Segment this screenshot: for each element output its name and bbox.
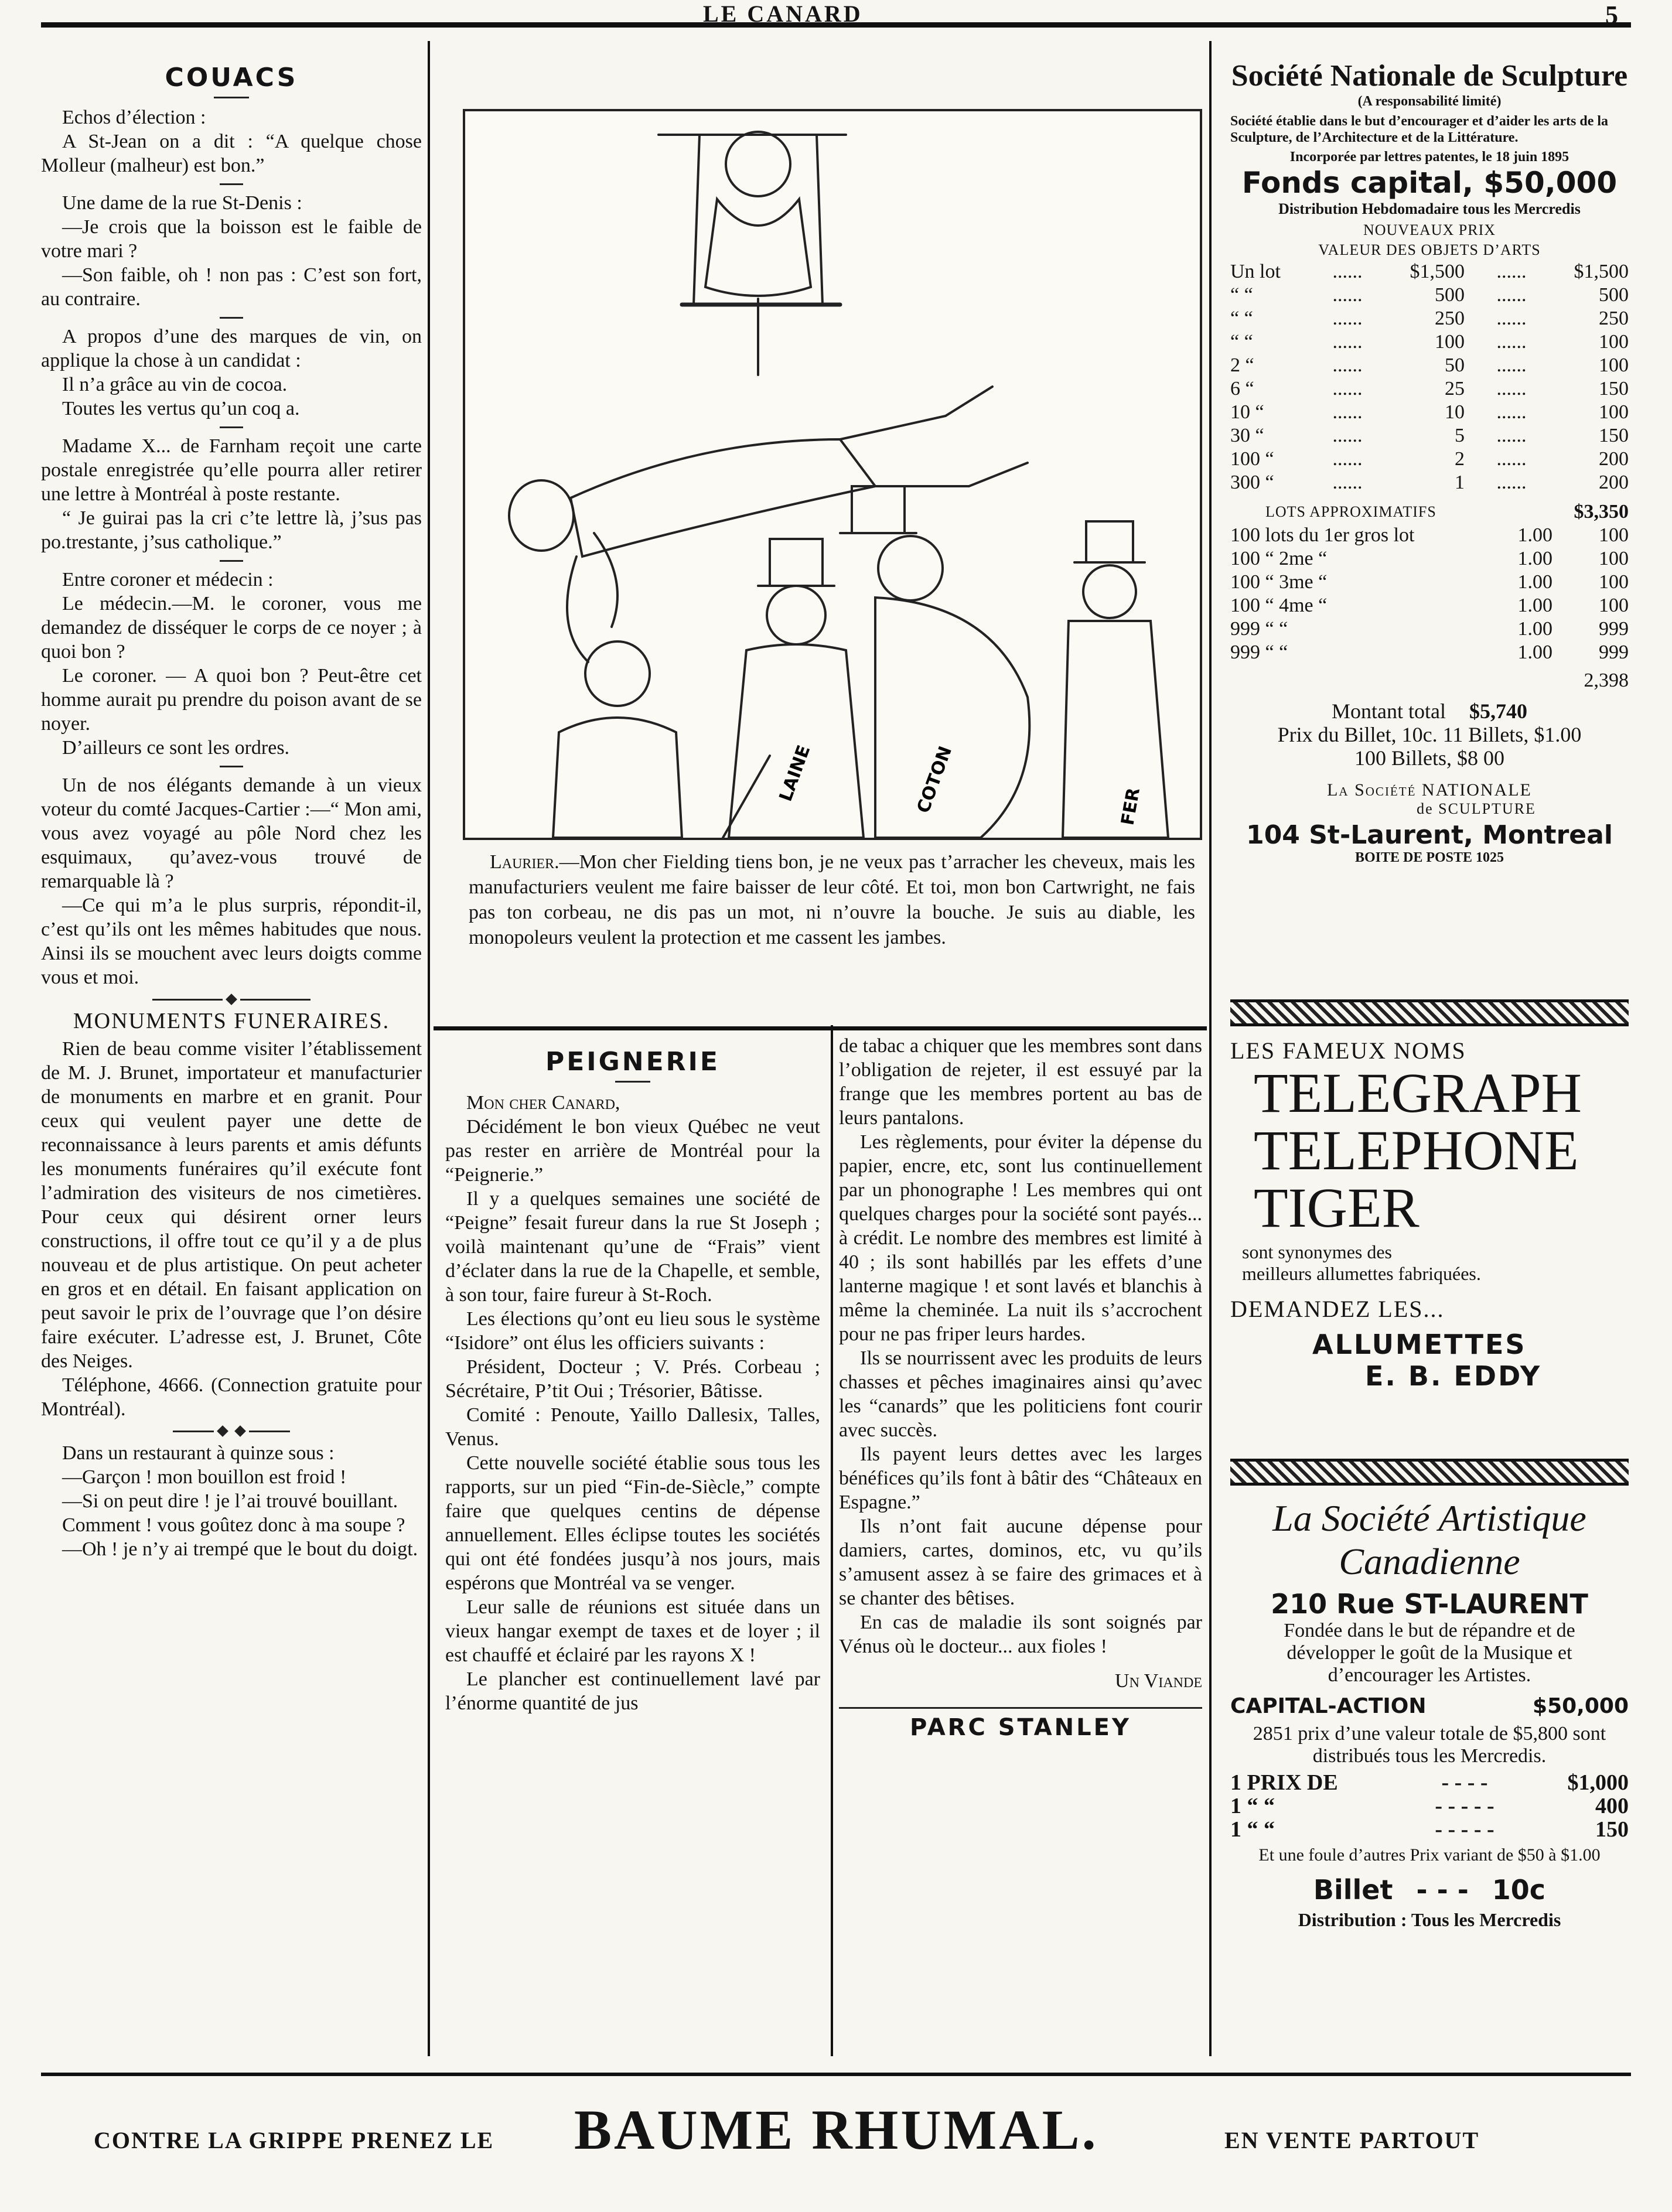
top-hat-1: [770, 539, 823, 586]
lot-cell: 100: [1435, 331, 1465, 353]
ornamental-border-1: [1230, 999, 1629, 1026]
peignerie-paragraph: Le plancher est continuellement lavé par l’énorme quantité de jus: [445, 1668, 820, 1714]
item-separator: [220, 426, 243, 428]
artistique-prizes-text: 2851 prix d’une valeur totale de $5,800 sont distribués tous les Mercredis.: [1253, 1723, 1606, 1767]
artistique-others: Et une foule d’autres Prix variant de $50 à $1.00: [1258, 1845, 1601, 1865]
item-separator: [220, 766, 243, 767]
lot-cell: ......: [1332, 261, 1363, 282]
lot-cell: 150: [1599, 425, 1629, 446]
eddy-name-3: TIGER: [1254, 1176, 1420, 1239]
total-label: Montant total: [1332, 699, 1446, 723]
peignerie-paragraph: Ils se nourrissent avec les produits de leurs chasses et pêches imaginaires ainsi qu’avec les “canards” que les politiciens font courir avec succès.: [839, 1347, 1202, 1441]
ornament-divider: [41, 995, 422, 1003]
top-figure-head: [726, 132, 790, 196]
lot-cell: ......: [1332, 308, 1363, 329]
title-dash: [214, 97, 249, 98]
sculpture-title: Société Nationale de Sculpture: [1231, 59, 1628, 93]
sculpture-ad: [1230, 59, 1629, 866]
peignerie-paragraph: Comité : Penoute, Yaillo Dallesix, Talles, Venus.: [445, 1404, 820, 1450]
eddy-synonym-2: meilleurs allumettes fabriquées.: [1242, 1263, 1481, 1284]
lot-cell: $1,500: [1410, 261, 1465, 282]
figure-3-body: [875, 598, 1029, 838]
column-rule-3: [1209, 41, 1212, 2056]
figure-4-head: [1083, 565, 1136, 618]
lot-cell: ......: [1332, 448, 1363, 470]
couacs-paragraph: Un de nos élégants demande à un vieux voteur du comté Jacques-Cartier :—“ Mon ami, vous avez voyagé au pôle Nord chez les esquimaux, qu’avez-vous trouvé de remarquable là ?: [41, 774, 422, 892]
lots-table: [1230, 260, 1629, 494]
lot-cell: ......: [1496, 308, 1527, 329]
approx-cell: 999: [1599, 641, 1629, 663]
capital-value: $50,000: [1533, 1694, 1629, 1718]
baume-rhumal-ad: [41, 2097, 1631, 2162]
lot-cell: ......: [1332, 354, 1363, 376]
lot-cell: 200: [1599, 448, 1629, 470]
couacs-paragraph: Le médecin.—M. le coroner, vous me demandez de disséquer le corps de ce noyer ; à quoi bon ?: [41, 593, 422, 663]
cane: [723, 756, 770, 838]
figure-3-head: [878, 536, 943, 600]
peignerie-paragraph: Les règlements, pour éviter la dépense du papier, encre, etc, sont lus continuellement par un phonographe ! Les membres qui ont quelques charges pour la société sont payés... à crédit. Le nombre des membres est limité à 40 ; ils sont habillés par les effets d’une lanterne magique ! et sont lavés et blanchis à même la cheminée. La nuit ils s’accrochent pour ne pas friper leurs hardes.: [839, 1131, 1202, 1345]
lot-cell: ......: [1496, 425, 1527, 446]
prize-row: [1230, 1818, 1629, 1841]
lot-cell: $1,500: [1574, 261, 1629, 282]
artistique-address: 210 Rue ST-LAURENT: [1271, 1588, 1588, 1620]
couacs-paragraph: Echos d’élection :: [62, 107, 206, 128]
approx-cell: 100 “ 4me “: [1230, 595, 1328, 616]
eddy-ad: [1230, 1037, 1629, 1392]
lot-cell: 1: [1455, 472, 1465, 493]
approx-row: [1230, 547, 1629, 571]
billet-row: [1230, 1874, 1629, 1906]
figure-2-head: [767, 586, 825, 644]
lot-cell: 100: [1599, 331, 1629, 353]
approx-header: [1230, 500, 1629, 524]
lot-cell: “ “: [1230, 331, 1253, 353]
peignerie-column-2: [839, 1034, 1202, 1746]
lot-cell: 250: [1599, 308, 1629, 329]
lot-cell: 10: [1445, 401, 1465, 423]
label-coton: COTON: [913, 743, 957, 816]
approx-cell: 999: [1599, 618, 1629, 640]
artistique-prizes: [1230, 1771, 1629, 1841]
couacs-paragraph: A St-Jean on a dit : “A quelque chose Molleur (malheur) est bon.”: [41, 131, 422, 176]
ticket-price-2: 100 Billets, $8 00: [1354, 746, 1504, 770]
cartoon-caption: [469, 849, 1195, 950]
approx-row: [1230, 641, 1629, 664]
approx-cell: 100 lots du 1er gros lot: [1230, 524, 1415, 546]
couacs-paragraph: Toutes les vertus qu’un coq a.: [62, 398, 300, 419]
section-rule: [434, 1026, 1207, 1030]
rule-parc: [839, 1707, 1202, 1709]
prize-cell: - - - - -: [1435, 1794, 1494, 1818]
sculpture-box: BOITE DE POSTE 1025: [1354, 850, 1504, 865]
eddy-name-2: TELEPHONE: [1254, 1119, 1579, 1182]
billet-dash: - - -: [1416, 1874, 1469, 1906]
top-figure-body: [705, 199, 811, 296]
lot-row: [1230, 354, 1629, 377]
monuments-phone: Téléphone, 4666. (Connection gratuite pour Montréal).: [41, 1374, 422, 1420]
monuments-title: MONUMENTS FUNERAIRES.: [73, 1009, 390, 1033]
lot-cell: ......: [1332, 401, 1363, 423]
couacs-paragraph: Entre coroner et médecin :: [62, 569, 274, 590]
item-separator: [220, 560, 243, 562]
eddy-brand: ALLUMETTES: [1312, 1329, 1527, 1360]
bottom-product: BAUME RHUMAL.: [574, 2098, 1098, 2161]
couacs-body: [41, 105, 422, 989]
bottom-left-text: CONTRE LA GRIPPE PRENEZ LE: [94, 2127, 494, 2153]
peignerie-paragraph: Décidément le bon vieux Québec ne veut pas rester en arrière de Montréal pour la “Peignerie.”: [445, 1116, 820, 1186]
title-dash: [615, 1081, 650, 1083]
lot-cell: 25: [1445, 378, 1465, 400]
sculpture-new-prices: NOUVEAUX PRIX: [1363, 221, 1496, 238]
lot-cell: 200: [1599, 472, 1629, 493]
lot-cell: 100: [1599, 354, 1629, 376]
prize-cell: - - - -: [1441, 1770, 1488, 1795]
approx-cell: 1.00: [1517, 641, 1552, 663]
lot-cell: 500: [1599, 284, 1629, 306]
capital-row: [1230, 1695, 1629, 1718]
approx-cell: 1.00: [1517, 571, 1552, 593]
peignerie-paragraph: Ils payent leurs dettes avec les larges bénéfices qu’ils font à bâtir des “Châteaux en Espagne.”: [839, 1443, 1202, 1513]
peignerie-signature: Un Viande: [1115, 1670, 1202, 1692]
approx-sum-row: [1230, 669, 1629, 692]
couacs-paragraph: —Ce qui m’a le plus surpris, répondit-il, c’est qu’ils ont les mêmes habitudes que nous. Ainsi ils se mouchent avec leurs doigts comme vous et moi.: [41, 895, 422, 988]
lot-cell: ......: [1496, 261, 1527, 282]
eddy-name-1: TELEGRAPH: [1254, 1061, 1582, 1124]
peignerie-paragraph: En cas de maladie ils sont soignés par Vénus où le docteur... aux fioles !: [839, 1612, 1202, 1657]
lot-row: [1230, 471, 1629, 494]
sculpture-incorporated: Incorporée par lettres patentes, le 18 juin 1895: [1289, 149, 1569, 165]
approx-row: [1230, 524, 1629, 547]
trapeze-rope-right: [817, 135, 823, 305]
label-laine: LAINE: [775, 742, 815, 804]
approx-cell: 100: [1599, 524, 1629, 546]
lot-cell: “ “: [1230, 284, 1253, 306]
lot-row: [1230, 284, 1629, 307]
lot-cell: ......: [1332, 472, 1363, 493]
peignerie-paragraph: Cette nouvelle société établie sous tous les rapports, sur un pied “Fin-de-Siècle,” compte faire que quelques centins de dépense annuellement. Elles éclipse toutes les sociétés qui ont été fondées jusqu’à nos jours, mais espérons que Montréal va se venger.: [445, 1452, 820, 1594]
page-number: 5: [1605, 1, 1618, 29]
bottom-right-text: EN VENTE PARTOUT: [1224, 2127, 1480, 2153]
restaurant-body: [41, 1441, 422, 1561]
peignerie-title: PEIGNERIE: [545, 1047, 720, 1077]
prize-cell: - - - - -: [1435, 1817, 1494, 1842]
restaurant-line: Comment ! vous goûtez donc à ma soupe ?: [62, 1514, 405, 1536]
peignerie-paragraph: de tabac a chiquer que les membres sont dans l’obligation de rejeter, il est essuyé par la frange que les membres portent au bas de leurs pantalons.: [839, 1035, 1202, 1129]
lot-cell: ......: [1496, 448, 1527, 470]
item-separator: [220, 183, 243, 185]
lot-row: [1230, 424, 1629, 448]
lot-cell: 30 “: [1230, 425, 1264, 446]
item-separator: [220, 317, 243, 319]
top-hat-2: [852, 486, 905, 533]
artistique-founded: Fondée dans le but de répandre et de développer le goût de la Musique et d’encourager les Artistes.: [1284, 1620, 1575, 1686]
lot-row: [1230, 448, 1629, 471]
cartoon-illustration: [463, 109, 1202, 840]
lot-cell: 2: [1455, 448, 1465, 470]
sculpture-distribution: Distribution Hebdomadaire tous les Mercredis: [1278, 200, 1581, 217]
approx-cell: 1.00: [1517, 548, 1552, 569]
artistique-title-2: Canadienne: [1339, 1541, 1520, 1582]
masthead-title: LE CANARD: [703, 1, 863, 27]
restaurant-line: —Oh ! je n’y ai trempé que le bout du doigt.: [62, 1538, 418, 1560]
lot-cell: 2 “: [1230, 354, 1254, 376]
lot-row: [1230, 260, 1629, 284]
eddy-ask: DEMANDEZ LES...: [1230, 1296, 1445, 1322]
eddy-synonym: sont synonymes des: [1242, 1241, 1392, 1262]
caption-speaker: Laurier.: [490, 851, 559, 873]
approx-cell: 100: [1599, 595, 1629, 616]
lot-cell: 250: [1435, 308, 1465, 329]
label-fer: FER: [1117, 786, 1145, 827]
lot-row: [1230, 377, 1629, 401]
couacs-paragraph: —Je crois que la boisson est le faible de votre mari ?: [41, 216, 422, 262]
figure-4-body: [1063, 621, 1168, 838]
lot-cell: 100: [1599, 401, 1629, 423]
restaurant-line: —Si on peut dire ! je l’ai trouvé bouillant.: [62, 1490, 398, 1512]
lot-row: [1230, 401, 1629, 424]
approx-cell: 100: [1599, 571, 1629, 593]
prize-cell: $1,000: [1567, 1770, 1629, 1795]
prize-cell: 1 “ “: [1230, 1817, 1275, 1842]
monuments-body: Rien de beau comme visiter l’établissement de M. J. Brunet, importateur et manufacturier de monuments en marbre et en granit. Pour ceux qui veulent payer une dette de reconnaissance à leurs parents et amis défunts les monuments funéraires qu’il exécute font l’admiration des visiteurs de nos cimetières. Pour ceux qui désirent orner leurs constructions, il offre tout ce qu’il y a de plus nouveau et de plus artistique. On peut acheter en gros et en détail. En faisant application on peut savoir le prix de l’ouvrage que l’on désire faire exécuter. L’adresse est, J. Brunet, Côte des Neiges.: [41, 1038, 422, 1372]
hanging-figure-legs: [840, 387, 1028, 486]
couacs-paragraph: A propos d’une des marques de vin, on applique la chose à un candidat :: [41, 326, 422, 371]
peignerie-paragraph: Leur salle de réunions est située dans un vieux hangar exempt de taxes et de loyer ; il est chauffé et éclairé par les rayons X !: [445, 1596, 820, 1666]
approx-total: $3,350: [1574, 501, 1629, 523]
lot-cell: ......: [1332, 331, 1363, 353]
column-rule-2: [831, 1025, 833, 2056]
approx-cell: 999 “ “: [1230, 641, 1288, 663]
total-row: [1230, 699, 1629, 723]
peignerie-salutation: Mon cher Canard,: [466, 1092, 620, 1114]
lot-cell: 150: [1599, 378, 1629, 400]
lot-cell: 500: [1435, 284, 1465, 306]
billet-value: 10c: [1492, 1874, 1546, 1906]
lot-cell: 5: [1455, 425, 1465, 446]
approx-row: [1230, 571, 1629, 594]
peignerie-paragraph: Les élections qu’ont eu lieu sous le système “Isidore” ont élus les officiers suivants :: [445, 1308, 820, 1354]
lot-cell: 300 “: [1230, 472, 1274, 493]
strongman-head: [585, 641, 650, 706]
couacs-paragraph: Le coroner. — A quoi bon ? Peut-être cet homme aurait pu prendre du poison avant de se noyer.: [41, 665, 422, 735]
peignerie-body-2: [839, 1034, 1202, 1658]
prize-cell: 1 PRIX DE: [1230, 1770, 1338, 1795]
approx-table: [1230, 524, 1629, 664]
approx-row: [1230, 594, 1629, 617]
top-hat-3: [1086, 521, 1133, 562]
prize-cell: 150: [1595, 1817, 1629, 1842]
figure-2-body: [729, 644, 864, 838]
column-rule-1: [428, 41, 430, 2056]
artistique-ad: [1230, 1497, 1629, 1931]
society-name-2: de SCULPTURE: [1417, 800, 1536, 817]
approx-row: [1230, 617, 1629, 641]
approx-cell: 100 “ 3me “: [1230, 571, 1328, 593]
eddy-maker: E. B. EDDY: [1365, 1360, 1542, 1392]
couacs-paragraph: —Son faible, oh ! non pas : C’est son fort, au contraire.: [41, 264, 422, 310]
lot-row: [1230, 330, 1629, 354]
couacs-paragraph: Une dame de la rue St-Denis :: [62, 192, 302, 214]
approx-cell: 1.00: [1517, 524, 1552, 546]
sculpture-purpose: Société établie dans le but d’encourager et d’aider les arts de la Sculpture, de l’Architecture et de la Littérature.: [1230, 114, 1609, 145]
artistique-distribution: Distribution : Tous les Mercredis: [1298, 1909, 1561, 1930]
ornamental-border-2: [1230, 1459, 1629, 1486]
cartoon-drawing: [465, 111, 1200, 838]
lot-cell: Un lot: [1230, 261, 1281, 282]
billet-label: Billet: [1313, 1874, 1393, 1906]
approx-cell: 100: [1599, 548, 1629, 569]
sculpture-address: 104 St-Laurent, Montreal: [1246, 820, 1613, 850]
peignerie-body-1: [445, 1115, 820, 1715]
lot-cell: ......: [1496, 401, 1527, 423]
prize-row: [1230, 1794, 1629, 1818]
couacs-paragraph: “ Je guirai pas la cri c’te lettre là, j’sus pas po.trestante, j’sus catholique.”: [41, 507, 422, 553]
hanging-figure-head: [509, 480, 574, 551]
prize-cell: 400: [1595, 1794, 1629, 1818]
lot-cell: ......: [1496, 472, 1527, 493]
ticket-price: Prix du Billet, 10c. 11 Billets, $1.00: [1277, 723, 1582, 746]
sculpture-capital: Fonds capital, $50,000: [1241, 166, 1618, 200]
approx-cell: 1.00: [1517, 618, 1552, 640]
bottom-rule: [41, 2073, 1631, 2076]
trapeze-rope-left: [694, 135, 699, 305]
lot-cell: ......: [1496, 331, 1527, 353]
prize-row: [1230, 1771, 1629, 1794]
approx-cell: 999 “ “: [1230, 618, 1288, 640]
approx-cell: 1.00: [1517, 595, 1552, 616]
strongman-body: [553, 718, 682, 838]
artistique-title: La Société Artistique: [1272, 1497, 1586, 1539]
lot-row: [1230, 307, 1629, 330]
couacs-paragraph: Il n’a grâce au vin de cocoa.: [62, 374, 288, 395]
lot-cell: 10 “: [1230, 401, 1264, 423]
couacs-paragraph: D’ailleurs ce sont les ordres.: [62, 737, 290, 759]
lot-cell: 100 “: [1230, 448, 1274, 470]
lot-cell: 6 “: [1230, 378, 1254, 400]
sculpture-subtitle: (A responsabilité limité): [1357, 94, 1502, 109]
hanging-figure-body: [571, 439, 875, 557]
approx-sum: 2,398: [1584, 670, 1629, 691]
lot-cell: “ “: [1230, 308, 1253, 329]
couacs-column: [41, 59, 422, 1561]
eddy-intro: LES FAMEUX NOMS: [1230, 1037, 1466, 1064]
peignerie-paragraph: Ils n’ont fait aucune dépense pour damiers, cartes, dominos, etc, vu qu’ils s’amusent assez à se faire des grimaces et à se chanter des bêtises.: [839, 1515, 1202, 1609]
peignerie-column-1: [445, 1043, 820, 1715]
ornament-divider-2: [41, 1427, 422, 1435]
lot-cell: ......: [1332, 425, 1363, 446]
lot-cell: ......: [1332, 284, 1363, 306]
peignerie-paragraph: Il y a quelques semaines une société de “Peigne” fesait fureur dans la rue St Joseph ; voilà maintenant qu’une de “Frais” vient d’éclater dans la rue de la Chapelle, et semble, à son tour, faire fureur à St-Roch.: [445, 1188, 820, 1306]
parc-stanley-heading: PARC STANLEY: [910, 1714, 1131, 1741]
peignerie-paragraph: Président, Docteur ; V. Prés. Corbeau ; Sécrétaire, P’tit Oui ; Trésorier, Bâtisse.: [445, 1356, 820, 1402]
lot-cell: ......: [1496, 354, 1527, 376]
total-value: $5,740: [1469, 699, 1527, 723]
approx-cell: 100 “ 2me “: [1230, 548, 1328, 569]
lot-cell: 50: [1445, 354, 1465, 376]
lot-cell: ......: [1496, 378, 1527, 400]
society-name: La Société NATIONALE: [1327, 780, 1532, 800]
prize-cell: 1 “ “: [1230, 1794, 1275, 1818]
approx-title: LOTS APPROXIMATIFS: [1265, 503, 1436, 520]
sculpture-values-title: VALEUR DES OBJETS D’ARTS: [1318, 241, 1541, 258]
capital-label: CAPITAL-ACTION: [1230, 1694, 1427, 1718]
lot-cell: ......: [1332, 378, 1363, 400]
restaurant-line: Dans un restaurant à quinze sous :: [62, 1442, 335, 1464]
couacs-paragraph: Madame X... de Farnham reçoit une carte postale enregistrée qu’elle pourra aller retirer une lettre à Montréal à poste restante.: [41, 435, 422, 505]
lot-cell: ......: [1496, 284, 1527, 306]
caption-text: —Mon cher Fielding tiens bon, je ne veux pas t’arracher les cheveux, mais les manufacturiers veulent me faire baisser de leur côté. Et toi, mon bon Cartwright, ne fais pas ton corbeau, ne dis pas un mot, ni n’ouvre la bouche. Je suis au diable, les monopoleurs veulent la protection et me cassent les jambes.: [469, 851, 1195, 948]
restaurant-line: —Garçon ! mon bouillon est froid !: [62, 1466, 347, 1488]
couacs-title: COUACS: [165, 63, 298, 93]
